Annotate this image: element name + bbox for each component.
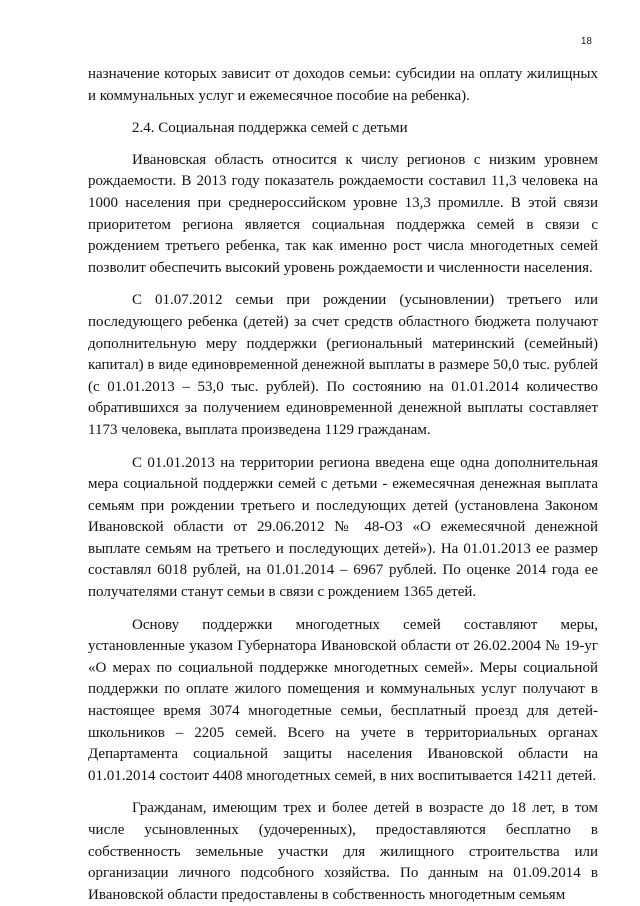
paragraph-large-families: Основу поддержки многодетных семей составляют меры, установленные указом Губернатора Ивановской области от 26.02.2004 № 19-уг «О мерах по социальной поддержке многодетных семей». Меры социальной поддержки по оплате жилого помещения и коммунальных услуг получают в настоящее время 3074 многодетные семьи, бесплатный проезд для детей-школьников – 2205 семей. Всего на учете в территориальных органах Департамента социальной защиты населения Ивановской области на 01.01.2014 состоит 4408 многодетных семей, в них воспитывается 14211 детей. bbox=[88, 616, 598, 784]
continuation-paragraph: назначение которых зависит от доходов семьи: субсидии на оплату жилищных и коммунальных услуг и ежемесячное пособие на ребенка). bbox=[88, 66, 598, 104]
paragraph-monthly-payment: С 01.01.2013 на территории региона введена еще одна дополнительная мера социальной поддержки семей с детьми - ежемесячная денежная выплата семьям при рождении третьего и последующих детей (установлена Законом Ивановской области от 29.06.2012 № 48-ОЗ «О ежемесячной денежной выплате семьям на третьего и последующих детей»). На 01.01.2013 ее размер составлял 6018 рублей, на 01.01.2014 – 6967 рублей. По оценке 2014 года ее получателями станут семьи в связи с рождением 1365 детей. bbox=[88, 454, 598, 601]
paragraph-land-plots: Гражданам, имеющим трех и более детей в возрасте до 18 лет, в том числе усыновленных (удочеренных), предоставляются бесплатно в собственность земельные участки для жилищного строительства или организации личного подсобного хозяйства. По данным на 01.09.2014 в Ивановской области предоставлены в собственность многодетным семьям bbox=[88, 800, 598, 903]
section-heading: 2.4. Социальная поддержка семей с детьми bbox=[132, 120, 408, 137]
page-content bbox=[88, 64, 598, 906]
paragraph-birth-rate: Ивановская область относится к числу регионов с низким уровнем рождаемости. В 2013 году показатель рождаемости составил 11,3 человека на 1000 населения при среднероссийском уровне 13,3 промилле. В этой связи приоритетом региона является социальная поддержка семей в связи с рождением третьего ребенка, так как именно рост числа многодетных семей позволит обеспечить высокий уровень рождаемости и численности населения. bbox=[88, 151, 598, 276]
paragraph-maternity-capital: С 01.07.2012 семьи при рождении (усыновлении) третьего или последующего ребенка (детей) за счет средств областного бюджета получают дополнительную меру поддержки (региональный материнский (семейный) капитал) в виде единовременной денежной выплаты в размере 50,0 тыс. рублей (с 01.01.2013 – 53,0 тыс. рублей). По состоянию на 01.01.2014 количество обратившихся за получением единовременной денежной выплаты составляет 1173 человека, выплата произведена 1129 гражданам. bbox=[88, 292, 598, 438]
page-number: 18 bbox=[580, 36, 592, 47]
